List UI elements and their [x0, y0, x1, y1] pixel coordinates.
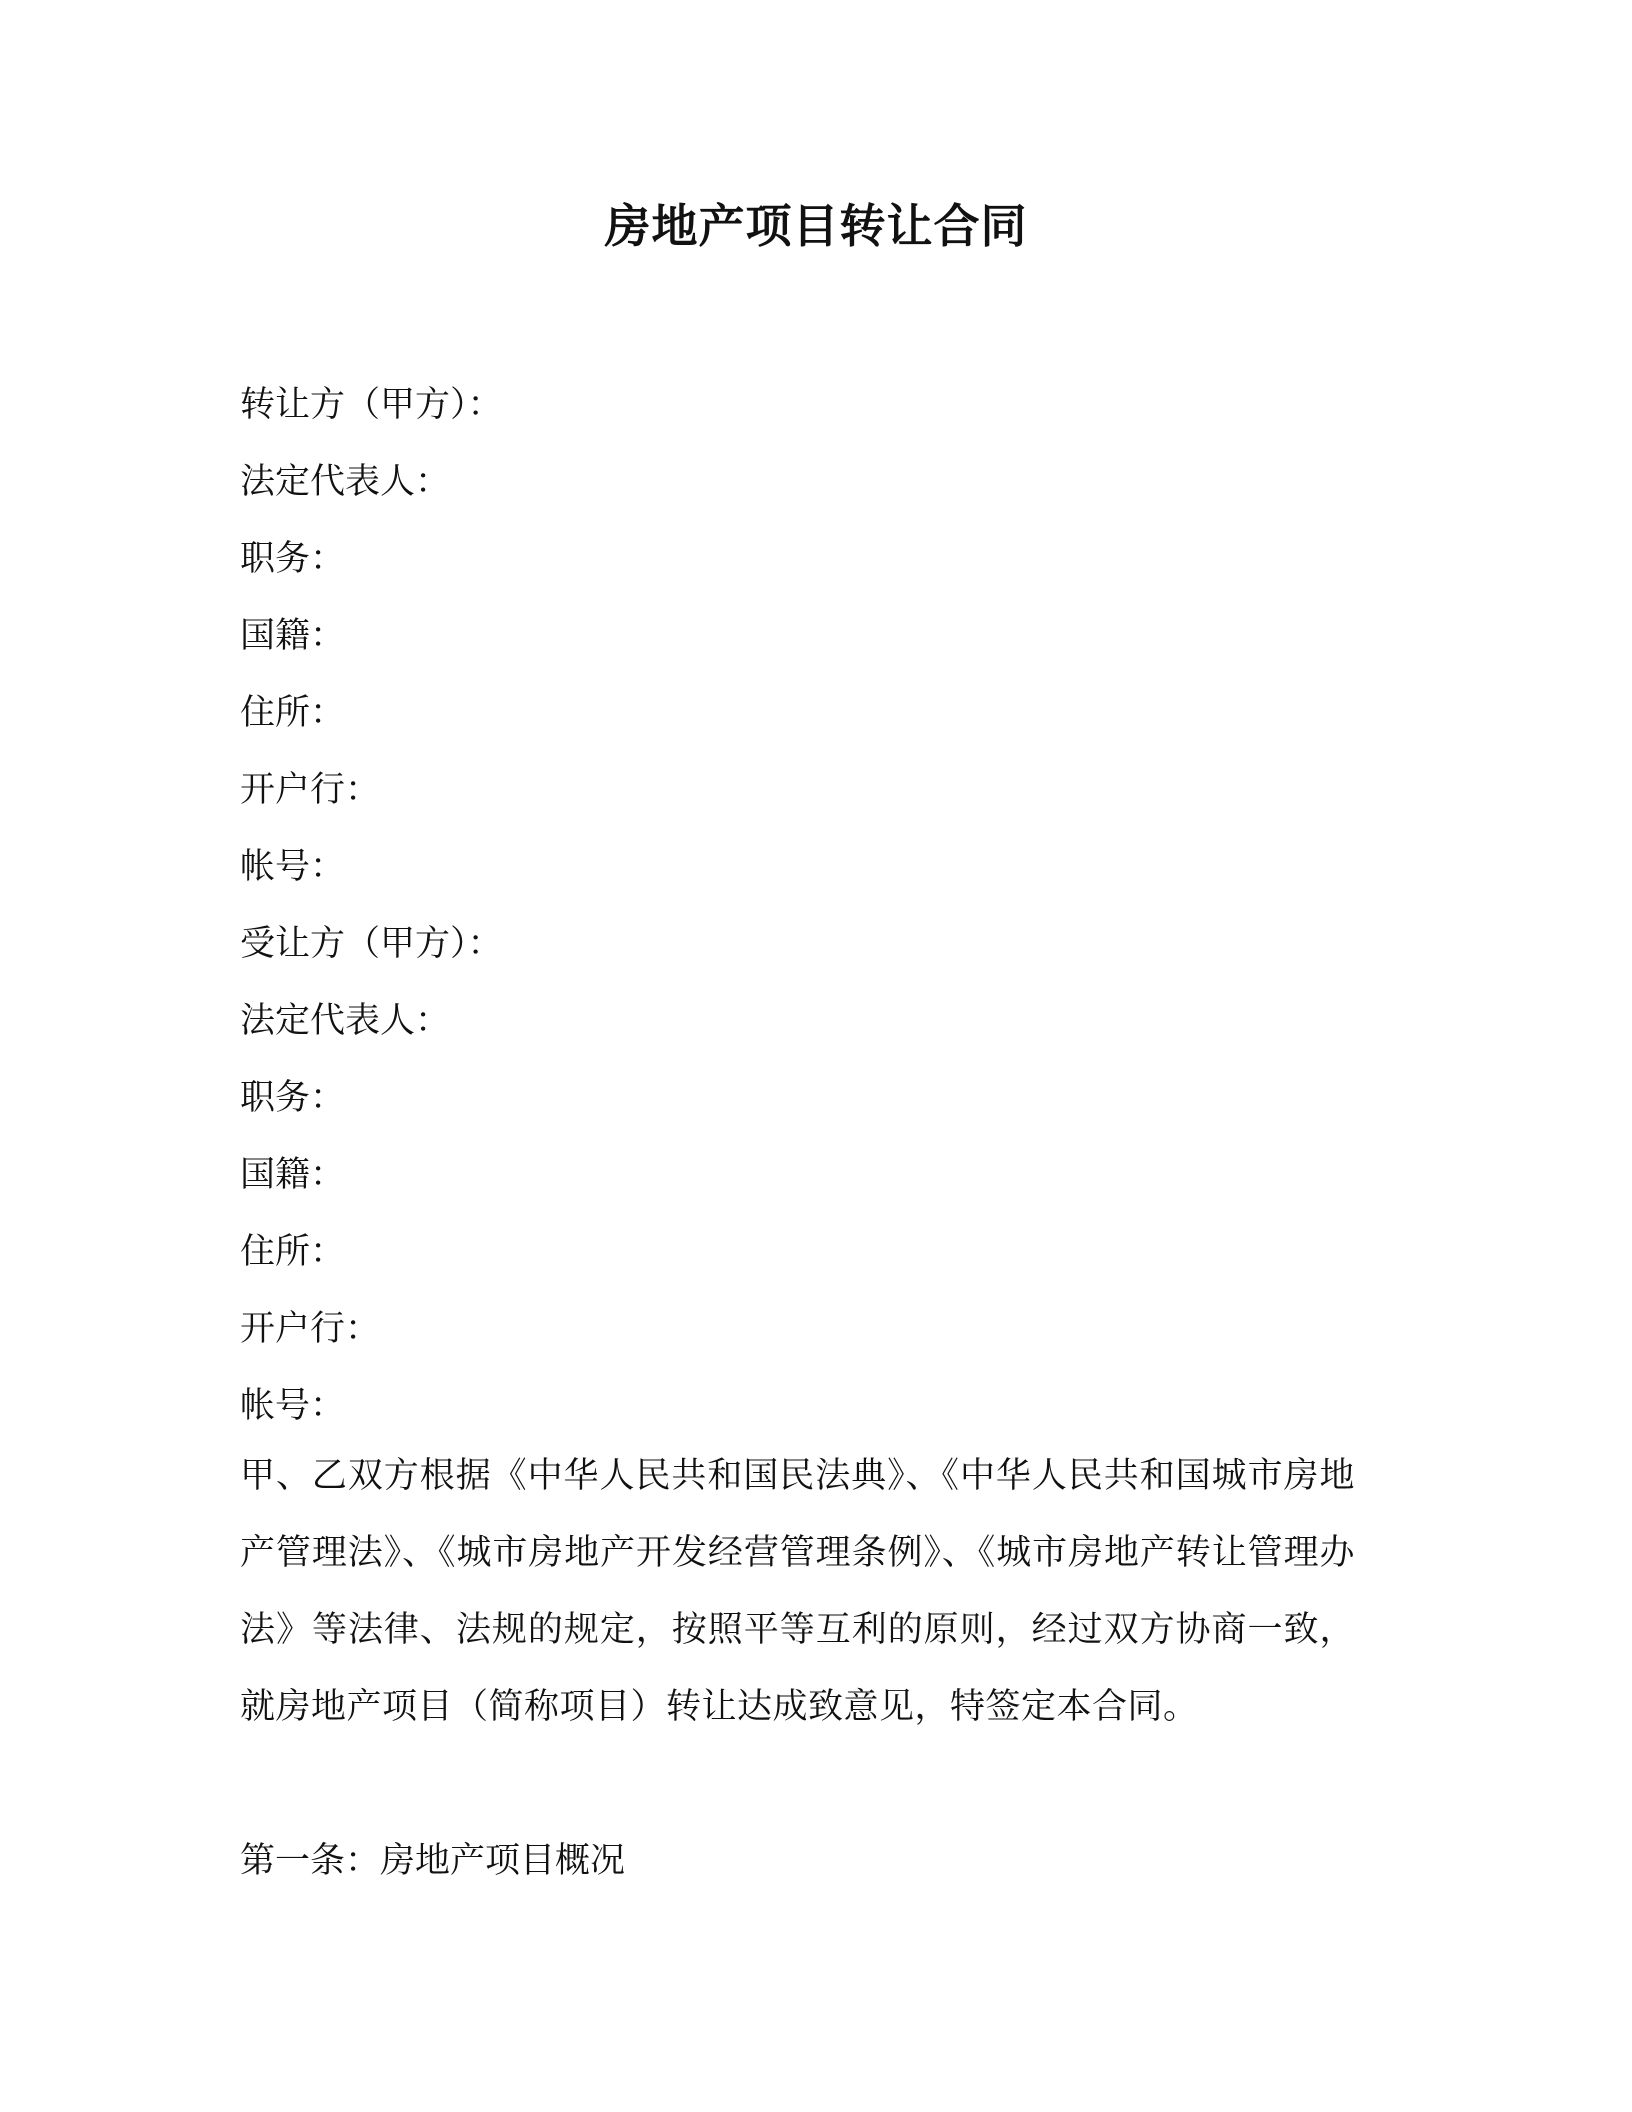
- field-position-label: 职务：: [240, 539, 346, 579]
- field-account-label: 帐号：: [240, 1386, 346, 1426]
- field-account-label: 帐号：: [240, 847, 346, 887]
- field-address-label: 住所：: [240, 1232, 346, 1272]
- field-transferee-label: 受让方（甲方）：: [240, 924, 503, 964]
- document-title: 房地产项目转让合同: [604, 199, 1028, 253]
- field-legal-rep-label: 法定代表人：: [240, 1001, 451, 1041]
- field-address-label: 住所：: [240, 693, 346, 733]
- field-transferor-label: 转让方（甲方）：: [240, 385, 503, 425]
- party-info-fields: [240, 367, 503, 1445]
- field-position-label: 职务：: [240, 1078, 346, 1118]
- field-nationality-label: 国籍：: [240, 616, 346, 656]
- preamble-paragraph: 甲、乙双方根据《中华人民共和国民法典》、《中华人民共和国城市房地产管理法》、《城市房地产开发经营管理条例》、《城市房地产转让管理办法》等法律、法规的规定，按照平等互利的原则，经过双方协商一致，就房地产项目（简称项目）转让达成致意见，特签定本合同。: [240, 1456, 1355, 1727]
- field-bank-label: 开户行：: [240, 770, 381, 810]
- field-legal-rep-label: 法定代表人：: [240, 462, 451, 502]
- field-nationality-label: 国籍：: [240, 1155, 346, 1195]
- article-1-heading: 第一条：房地产项目概况: [240, 1841, 626, 1881]
- field-bank-label: 开户行：: [240, 1309, 381, 1349]
